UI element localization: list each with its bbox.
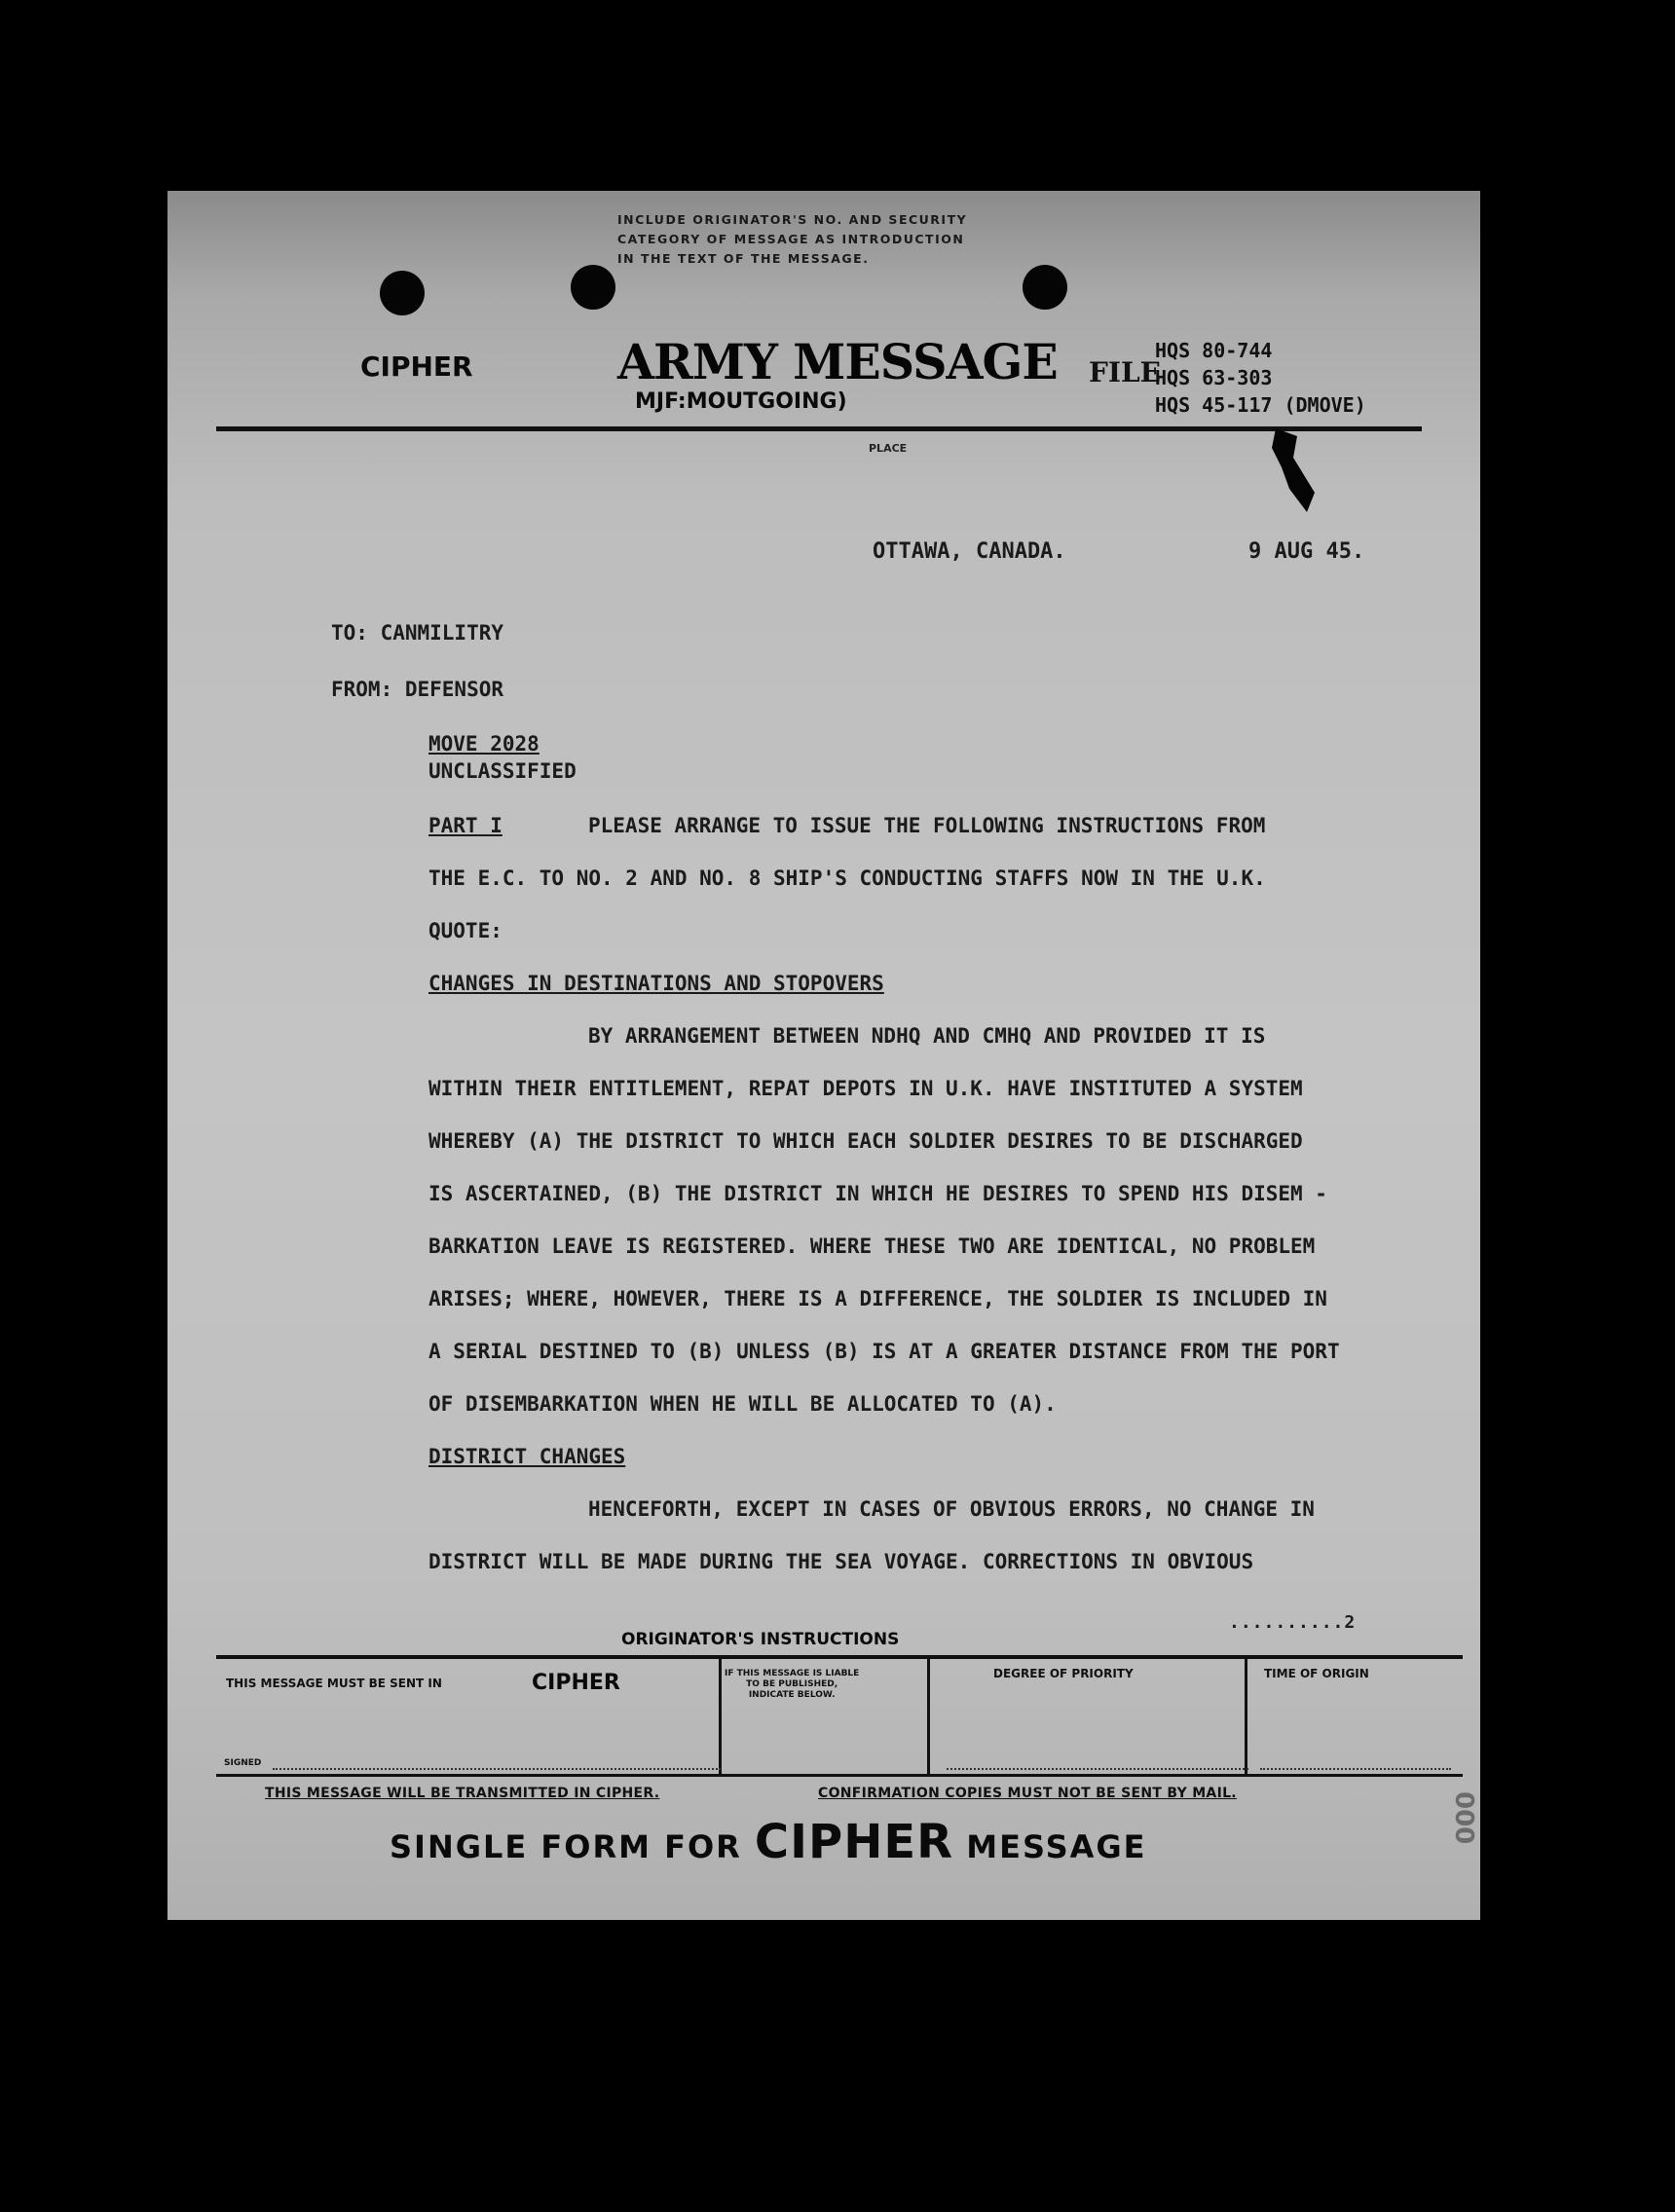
punch-hole: [380, 271, 425, 315]
message-date: 9 AUG 45.: [1248, 539, 1365, 564]
time-line: [1260, 1768, 1451, 1770]
body-line: THE E.C. TO NO. 2 AND NO. 8 SHIP'S CONDUCTING STAFFS NOW IN THE U.K.: [428, 866, 1266, 890]
body-line: HENCEFORTH, EXCEPT IN CASES OF OBVIOUS ERRORS, NO CHANGE IN: [588, 1497, 1315, 1521]
punch-hole: [1023, 265, 1067, 310]
signed-label: SIGNED: [224, 1758, 262, 1768]
must-be-sent-label: THIS MESSAGE MUST BE SENT IN: [226, 1677, 442, 1690]
part-label: PART I: [428, 814, 502, 837]
page-continuation: ..........2: [1229, 1612, 1357, 1633]
ink-mark-icon: [1268, 428, 1319, 514]
cipher-value: CIPHER: [532, 1671, 620, 1695]
cipher-label: CIPHER: [360, 350, 473, 383]
body-line: IS ASCERTAINED, (B) THE DISTRICT IN WHICH HE DESIRES TO SPEND HIS DISEM -: [428, 1182, 1327, 1205]
transmit-note: THIS MESSAGE WILL BE TRANSMITTED IN CIPHER.: [265, 1786, 660, 1801]
message-place: OTTAWA, CANADA.: [873, 539, 1066, 564]
form-title: ARMY MESSAGE: [617, 333, 1058, 390]
section-heading: DISTRICT CHANGES: [428, 1445, 626, 1468]
form-subtitle: MJF:MOUTGOING): [635, 389, 847, 414]
body-line: ARISES; WHERE, HOWEVER, THERE IS A DIFFERENCE, THE SOLDIER IS INCLUDED IN: [428, 1287, 1327, 1310]
body-line: OF DISEMBARKATION WHEN HE WILL BE ALLOCATED TO (A).: [428, 1392, 1057, 1416]
section-heading: CHANGES IN DESTINATIONS AND STOPOVERS: [428, 972, 884, 995]
priority-label: DEGREE OF PRIORITY: [993, 1667, 1134, 1680]
body-line: WITHIN THEIR ENTITLEMENT, REPAT DEPOTS IN U.K. HAVE INSTITUTED A SYSTEM: [428, 1077, 1303, 1100]
form-footer: SINGLE FORM FOR CIPHER MESSAGE: [390, 1815, 1147, 1869]
body-line: QUOTE:: [428, 919, 502, 942]
to-line: TO: CANMILITRY: [331, 621, 504, 645]
time-of-origin-label: TIME OF ORIGIN: [1264, 1667, 1369, 1680]
originator-instructions-title: ORIGINATOR'S INSTRUCTIONS: [621, 1630, 900, 1649]
message-form: [168, 191, 1480, 1920]
form-notice: INCLUDE ORIGINATOR'S NO. AND SECURITY CATEGORY OF MESSAGE AS INTRODUCTION IN THE TEXT OF THE MESSAGE.: [617, 212, 968, 266]
priority-line: [947, 1768, 1248, 1770]
publish-note: IF THIS MESSAGE IS LIABLE TO BE PUBLISHED, INDICATE BELOW.: [725, 1669, 860, 1700]
message-reference: MOVE 2028: [428, 732, 540, 756]
body-line: BY ARRANGEMENT BETWEEN NDHQ AND CMHQ AND PROVIDED IT IS: [588, 1024, 1266, 1048]
signature-line: [273, 1768, 721, 1771]
message-classification: UNCLASSIFIED: [428, 759, 577, 783]
place-label: PLACE: [869, 442, 908, 455]
file-references: HQS 80-744 HQS 63-303 HQS 45-117 (DMOVE): [1155, 339, 1366, 417]
body-line: BARKATION LEAVE IS REGISTERED. WHERE THESE TWO ARE IDENTICAL, NO PROBLEM: [428, 1235, 1316, 1258]
box-divider: [719, 1659, 722, 1774]
instructions-rule: [216, 1655, 1463, 1659]
instructions-rule: [216, 1774, 1463, 1777]
box-divider: [927, 1659, 930, 1774]
body-line: DISTRICT WILL BE MADE DURING THE SEA VOYAGE. CORRECTIONS IN OBVIOUS: [428, 1550, 1254, 1573]
side-number: 000: [1449, 1791, 1478, 1845]
body-line: WHEREBY (A) THE DISTRICT TO WHICH EACH SOLDIER DESIRES TO BE DISCHARGED: [428, 1129, 1303, 1153]
body-line: A SERIAL DESTINED TO (B) UNLESS (B) IS AT A GREATER DISTANCE FROM THE PORT: [428, 1340, 1340, 1363]
confirm-note: CONFIRMATION COPIES MUST NOT BE SENT BY MAIL.: [818, 1786, 1237, 1801]
header-rule: [216, 426, 1422, 431]
from-line: FROM: DEFENSOR: [331, 678, 504, 701]
body-line: PLEASE ARRANGE TO ISSUE THE FOLLOWING INSTRUCTIONS FROM: [588, 814, 1266, 837]
punch-hole: [571, 265, 615, 310]
file-label: FILE: [1089, 356, 1162, 388]
box-divider: [1245, 1659, 1247, 1774]
